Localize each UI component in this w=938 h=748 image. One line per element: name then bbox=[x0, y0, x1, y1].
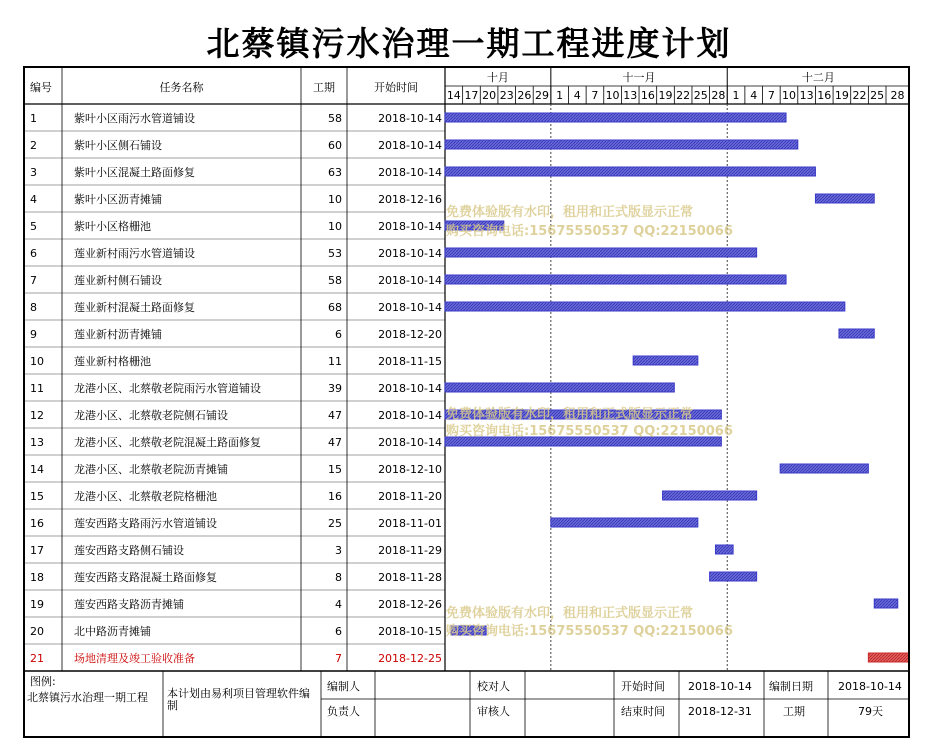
day-label: 4 bbox=[750, 89, 758, 102]
task-id: 8 bbox=[30, 301, 37, 314]
day-label: 14 bbox=[446, 89, 461, 102]
day-label: 4 bbox=[573, 89, 581, 102]
task-id: 13 bbox=[30, 436, 44, 449]
total-duration-label: 工期 bbox=[783, 705, 805, 718]
task-duration: 6 bbox=[335, 328, 342, 341]
month-label: 十月 bbox=[486, 71, 509, 84]
task-id: 3 bbox=[30, 166, 37, 179]
task-duration: 10 bbox=[328, 220, 342, 233]
task-name: 莲业新村侧石铺设 bbox=[74, 274, 162, 287]
task-start: 2018-10-14 bbox=[378, 112, 442, 125]
task-duration: 16 bbox=[328, 490, 342, 503]
task-start: 2018-12-20 bbox=[378, 328, 442, 341]
watermark-text-2: 购买咨询电话:15675550537 QQ:22150066 bbox=[446, 224, 733, 239]
day-label: 22 bbox=[852, 89, 867, 102]
task-start: 2018-10-14 bbox=[378, 166, 442, 179]
task-name: 龙港小区、北蔡敬老院侧石铺设 bbox=[74, 409, 228, 422]
project-name: 北蔡镇污水治理一期工程 bbox=[27, 691, 148, 704]
task-name: 紫叶小区雨污水管道铺设 bbox=[74, 112, 195, 125]
task-name: 北中路沥青摊铺 bbox=[74, 625, 151, 638]
software-note: 本计划由易利项目管理软件编制 bbox=[167, 687, 310, 712]
task-name: 龙港小区、北蔡敬老院雨污水管道铺设 bbox=[74, 382, 261, 395]
task-name: 龙港小区、北蔡敬老院混凝土路面修复 bbox=[74, 436, 261, 449]
month-label: 十二月 bbox=[801, 71, 835, 84]
task-name: 莲安西路支路混凝土路面修复 bbox=[74, 571, 217, 584]
task-id: 7 bbox=[30, 274, 37, 287]
task-id: 16 bbox=[30, 517, 44, 530]
page-title: 北蔡镇污水治理一期工程进度计划 bbox=[206, 24, 732, 63]
task-name: 莲业新村格栅池 bbox=[74, 355, 151, 368]
made-date-value: 2018-10-14 bbox=[838, 680, 902, 693]
task-id: 20 bbox=[30, 625, 44, 638]
task-id: 5 bbox=[30, 220, 37, 233]
task-duration: 58 bbox=[328, 112, 342, 125]
task-id: 14 bbox=[30, 463, 44, 476]
end-time-value: 2018-12-31 bbox=[688, 705, 752, 718]
task-duration: 8 bbox=[335, 571, 342, 584]
day-label: 17 bbox=[464, 89, 479, 102]
reviewer-label: 审核人 bbox=[477, 705, 510, 718]
task-id: 11 bbox=[30, 382, 44, 395]
total-duration-value: 79天 bbox=[858, 705, 883, 718]
task-name: 场地清理及竣工验收准备 bbox=[74, 652, 195, 665]
day-label: 10 bbox=[605, 89, 620, 102]
made-date-label: 编制日期 bbox=[769, 680, 813, 693]
owner-label: 负责人 bbox=[327, 705, 360, 718]
checker-label: 校对人 bbox=[477, 680, 510, 693]
compiler-label: 编制人 bbox=[327, 680, 360, 693]
day-label: 13 bbox=[799, 89, 814, 102]
task-id: 12 bbox=[30, 409, 44, 422]
task-duration: 3 bbox=[335, 544, 342, 557]
day-label: 26 bbox=[517, 89, 532, 102]
day-label: 1 bbox=[556, 89, 564, 102]
task-start: 2018-10-14 bbox=[378, 301, 442, 314]
start-time-value: 2018-10-14 bbox=[688, 680, 752, 693]
day-label: 25 bbox=[693, 89, 708, 102]
task-duration: 53 bbox=[328, 247, 342, 260]
task-name: 莲业新村雨污水管道铺设 bbox=[74, 247, 195, 260]
task-duration: 15 bbox=[328, 463, 342, 476]
task-start: 2018-10-14 bbox=[378, 436, 442, 449]
watermark-text-4: 购买咨询电话:15675550537 QQ:22150066 bbox=[446, 424, 733, 439]
task-id: 15 bbox=[30, 490, 44, 503]
task-start: 2018-12-26 bbox=[378, 598, 442, 611]
day-label: 23 bbox=[499, 89, 514, 102]
day-label: 28 bbox=[711, 89, 726, 102]
task-start: 2018-11-20 bbox=[378, 490, 442, 503]
day-label: 20 bbox=[482, 89, 497, 102]
task-start: 2018-11-28 bbox=[378, 571, 442, 584]
legend-label: 图例: bbox=[30, 675, 56, 688]
task-start: 2018-10-14 bbox=[378, 220, 442, 233]
task-duration: 47 bbox=[328, 436, 342, 449]
task-start: 2018-11-29 bbox=[378, 544, 442, 557]
task-name: 莲业新村沥青摊铺 bbox=[74, 328, 162, 341]
task-name: 莲安西路支路沥青摊铺 bbox=[74, 598, 184, 611]
task-start: 2018-10-14 bbox=[378, 247, 442, 260]
task-duration: 60 bbox=[328, 139, 342, 152]
task-duration: 47 bbox=[328, 409, 342, 422]
task-name: 莲安西路支路雨污水管道铺设 bbox=[74, 517, 217, 530]
task-name: 莲业新村混凝土路面修复 bbox=[74, 301, 195, 314]
month-label: 十一月 bbox=[622, 71, 656, 84]
watermark-text-6: 购买咨询电话:15675550537 QQ:22150066 bbox=[446, 624, 733, 639]
day-label: 1 bbox=[732, 89, 740, 102]
task-duration: 6 bbox=[335, 625, 342, 638]
header-start: 开始时间 bbox=[374, 81, 418, 94]
task-start: 2018-10-15 bbox=[378, 625, 442, 638]
task-id: 17 bbox=[30, 544, 44, 557]
day-label: 16 bbox=[817, 89, 832, 102]
task-name: 紫叶小区侧石铺设 bbox=[74, 139, 162, 152]
task-id: 19 bbox=[30, 598, 44, 611]
watermark-text-3: 免费体验版有水印，租用和正式版显示正常 bbox=[446, 407, 694, 422]
task-duration: 63 bbox=[328, 166, 342, 179]
task-name: 紫叶小区沥青摊铺 bbox=[74, 193, 162, 206]
task-duration: 10 bbox=[328, 193, 342, 206]
task-start: 2018-10-14 bbox=[378, 382, 442, 395]
watermark-text-5: 免费体验版有水印，租用和正式版显示正常 bbox=[446, 606, 694, 621]
task-name: 莲安西路支路侧石铺设 bbox=[74, 544, 184, 557]
task-id: 10 bbox=[30, 355, 44, 368]
day-label: 22 bbox=[676, 89, 691, 102]
task-id: 4 bbox=[30, 193, 37, 206]
task-id: 1 bbox=[30, 112, 37, 125]
task-start: 2018-12-16 bbox=[378, 193, 442, 206]
task-duration: 4 bbox=[335, 598, 342, 611]
task-id: 18 bbox=[30, 571, 44, 584]
day-label: 25 bbox=[870, 89, 885, 102]
task-name: 龙港小区、北蔡敬老院格栅池 bbox=[74, 490, 217, 503]
header-id: 编号 bbox=[30, 81, 52, 94]
task-name: 紫叶小区格栅池 bbox=[74, 220, 151, 233]
task-start: 2018-11-01 bbox=[378, 517, 442, 530]
day-label: 19 bbox=[658, 89, 673, 102]
task-start: 2018-12-25 bbox=[378, 652, 442, 665]
task-id: 2 bbox=[30, 139, 37, 152]
task-start: 2018-10-14 bbox=[378, 139, 442, 152]
task-name: 紫叶小区混凝土路面修复 bbox=[74, 166, 195, 179]
day-label: 29 bbox=[535, 89, 549, 102]
task-duration: 25 bbox=[328, 517, 342, 530]
task-id: 21 bbox=[30, 652, 44, 665]
task-id: 9 bbox=[30, 328, 37, 341]
task-duration: 39 bbox=[328, 382, 342, 395]
header-duration: 工期 bbox=[313, 81, 335, 94]
task-name: 龙港小区、北蔡敬老院沥青摊铺 bbox=[74, 463, 228, 476]
task-start: 2018-12-10 bbox=[378, 463, 442, 476]
task-duration: 58 bbox=[328, 274, 342, 287]
start-time-label: 开始时间 bbox=[621, 680, 665, 693]
day-label: 13 bbox=[623, 89, 638, 102]
end-time-label: 结束时间 bbox=[621, 705, 665, 718]
task-duration: 11 bbox=[328, 355, 342, 368]
task-start: 2018-10-14 bbox=[378, 274, 442, 287]
task-duration: 68 bbox=[328, 301, 342, 314]
day-label: 28 bbox=[890, 89, 905, 102]
day-label: 19 bbox=[834, 89, 849, 102]
day-label: 7 bbox=[591, 89, 599, 102]
header-name: 任务名称 bbox=[159, 81, 204, 94]
task-id: 6 bbox=[30, 247, 37, 260]
day-label: 16 bbox=[640, 89, 655, 102]
day-label: 10 bbox=[781, 89, 796, 102]
task-start: 2018-11-15 bbox=[378, 355, 442, 368]
task-duration: 7 bbox=[335, 652, 342, 665]
day-label: 7 bbox=[767, 89, 775, 102]
watermark-text-1: 免费体验版有水印，租用和正式版显示正常 bbox=[446, 205, 694, 220]
task-start: 2018-10-14 bbox=[378, 409, 442, 422]
